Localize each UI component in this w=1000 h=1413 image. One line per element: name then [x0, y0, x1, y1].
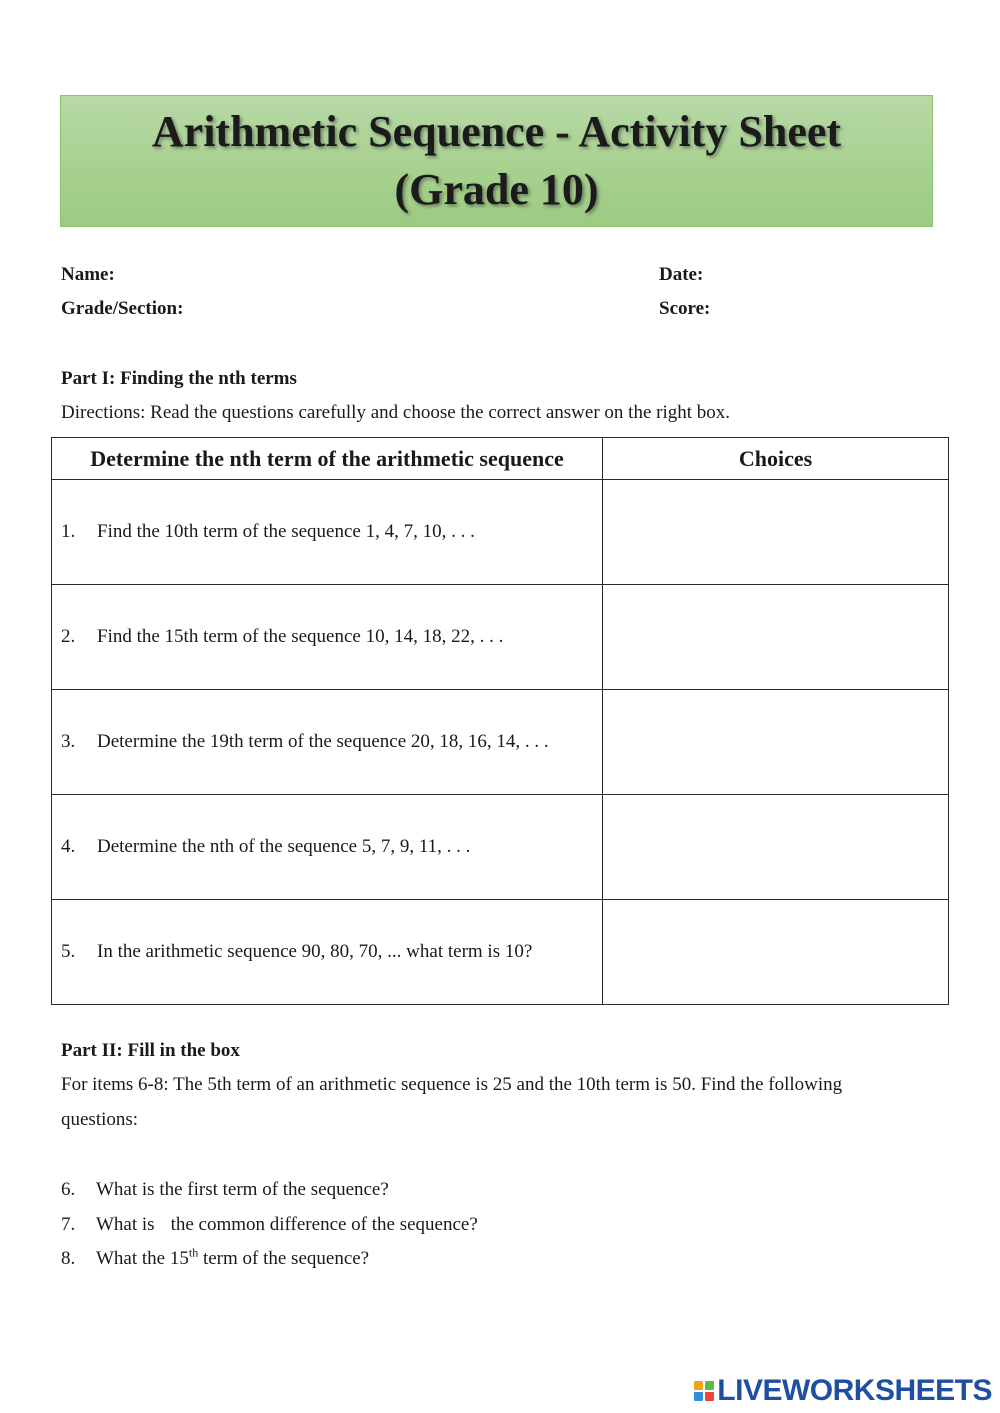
question-number: 4. — [61, 836, 76, 857]
title-line-1: Arithmetic Sequence - Activity Sheet — [151, 107, 842, 156]
date-label: Date: — [659, 264, 704, 285]
question-number: 1. — [61, 521, 76, 542]
item-number: 6. — [61, 1179, 76, 1200]
question-cell — [52, 900, 603, 1005]
list-item — [61, 1214, 478, 1236]
item-text: What is the first term of the sequence? — [96, 1179, 389, 1200]
question-text: In the arithmetic sequence 90, 80, 70, ... what term is 10? — [97, 941, 533, 962]
title-banner — [60, 95, 933, 227]
part2-heading: Part II: Fill in the box — [61, 1040, 240, 1061]
ordinal-superscript: th — [188, 1245, 199, 1260]
question-number: 5. — [61, 941, 76, 962]
table-row — [52, 480, 949, 585]
table-row — [52, 690, 949, 795]
liveworksheets-logo[interactable] — [694, 1374, 992, 1408]
table-row — [52, 795, 949, 900]
grade-section-label: Grade/Section: — [61, 298, 184, 319]
question-cell — [52, 795, 603, 900]
question-number: 3. — [61, 731, 76, 752]
table-row — [52, 900, 949, 1005]
liveworksheets-logo-icon — [694, 1381, 714, 1401]
item-text-a: What the 15 — [96, 1248, 189, 1269]
question-table — [51, 437, 949, 1005]
question-text: Determine the 19th term of the sequence 20, 18, 16, 14, . . . — [97, 731, 549, 752]
table-row — [52, 585, 949, 690]
list-item — [61, 1245, 370, 1270]
part1-heading: Part I: Finding the nth terms — [61, 368, 297, 389]
item-text-b: the common difference of the sequence? — [170, 1214, 478, 1235]
choice-drop-box[interactable] — [603, 900, 949, 1005]
score-label: Score: — [659, 298, 711, 319]
brand-name: LIVEWORKSHEETS — [717, 1374, 992, 1407]
question-text: Find the 15th term of the sequence 10, 14, 18, 22, . . . — [97, 626, 504, 647]
choice-drop-box[interactable] — [603, 585, 949, 690]
choice-drop-box[interactable] — [603, 795, 949, 900]
question-cell — [52, 585, 603, 690]
table-header-row — [52, 438, 949, 480]
question-cell — [52, 690, 603, 795]
choice-drop-box[interactable] — [603, 690, 949, 795]
question-number: 2. — [61, 626, 76, 647]
question-text: Find the 10th term of the sequence 1, 4, 7, 10, . . . — [97, 521, 475, 542]
part2-intro-line-2: questions: — [61, 1109, 139, 1130]
item-number: 8. — [61, 1248, 76, 1269]
list-item — [61, 1179, 389, 1201]
question-text: Determine the nth of the sequence 5, 7, 9, 11, . . . — [97, 836, 471, 857]
item-number: 7. — [61, 1214, 76, 1235]
choices-column-header: Choices — [603, 438, 949, 480]
item-text-b: term of the sequence? — [198, 1248, 370, 1269]
question-cell — [52, 480, 603, 585]
part1-directions: Directions: Read the questions carefully and choose the correct answer on the right box. — [61, 402, 731, 423]
part2-intro-line-1: For items 6-8: The 5th term of an arithmetic sequence is 25 and the 10th term is 50. Find the following — [61, 1074, 843, 1095]
choice-drop-box[interactable] — [603, 480, 949, 585]
answer-gap[interactable] — [155, 1214, 163, 1236]
name-label: Name: — [61, 264, 115, 285]
item-text-a: What is — [96, 1214, 155, 1235]
title-line-2: (Grade 10) — [394, 165, 599, 214]
question-column-header: Determine the nth term of the arithmetic sequence — [52, 438, 603, 480]
